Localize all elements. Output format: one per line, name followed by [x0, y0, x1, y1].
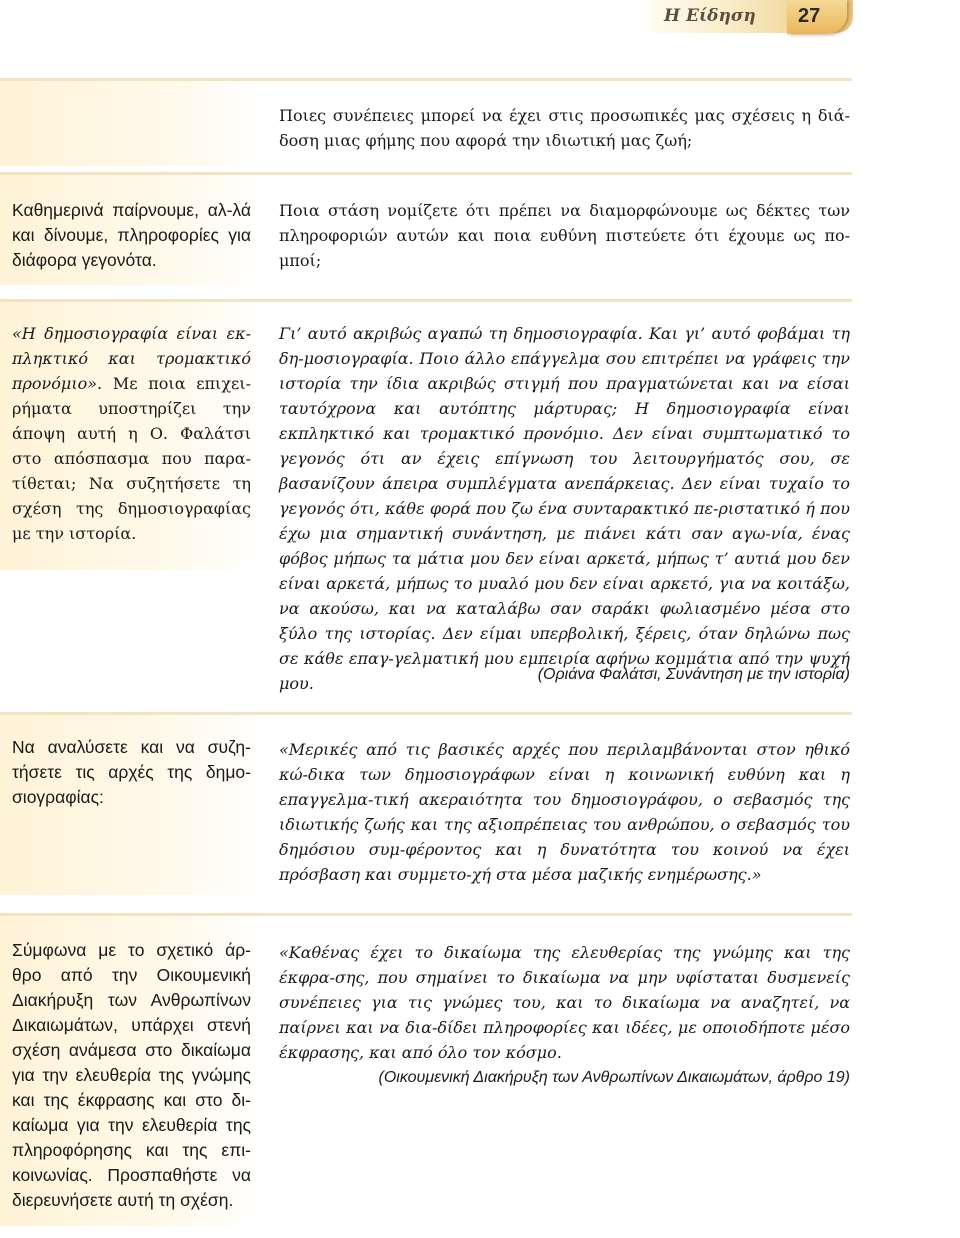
excerpt-citation: (Οικουμενική Διακήρυξη των Ανθρωπίνων Δικαιωμάτων, άρθρο 19)	[378, 1069, 850, 1086]
quoted-phrase: «Η δημοσιογραφία είναι εκ-πληκτικό και τρομακτικό προνόμιο».	[12, 324, 251, 393]
sidebar-panel	[0, 81, 262, 166]
sidebar-prompt	[12, 321, 251, 546]
excerpt-text: «Καθένας έχει το δικαίωμα της ελευθερίας της γνώμης και της έκφρα-σης, που σημαίνει το δικαίωμα να μην υφίσταται δυσμενείς συνέπειες για τις γνώμες του, και το δικαίωμα να αναζητεί, να παίρνει και να δια-δίδει πληροφορίες και ιδέες, με οποιοδήποτε μέσο έκφρασης, και από όλο τον κόσμο.	[279, 943, 850, 1062]
question-text: Ποιες συνέπειες μπορεί να έχει στις προσωπικές μας σχέσεις η διά-δοση μιας φήμης που αφορά την ιδιωτική μας ζωή;	[279, 106, 850, 150]
sidebar-prompt: Καθημερινά παίρνουμε, αλ-λά και δίνουμε, πληροφορίες για διάφορα γεγονότα.	[12, 200, 251, 270]
excerpt-citation: (Οριάνα Φαλάτσι, Συνάντηση με την ιστορία)	[537, 666, 850, 683]
excerpt-text: Γι’ αυτό ακριβώς αγαπώ τη δημοσιογραφία. Και γι’ αυτό φοβάμαι τη δη-μοσιογραφία. Ποιο άλλο επάγγελμα σου επιτρέπει να γράφεις την ιστορία την ίδια ακριβώς στιγμή που πραγματώνεται και να είσαι ταυτόχρονα και αυτόπτης μάρτυρας; Η δημοσιογραφία είναι εκπληκτικό και τρομακτικό προνόμιο. Δεν είναι συμπτωματικό το γεγονός ότι αν έχεις επίγνωση του λειτουργήματός σου, σε βασανίζουν άπειρα συμπλέγματα ανεπάρκειας. Δεν είναι τυχαίο το γεγονός ότι, κάθε φορά που ζω ένα συνταρακτικό πε-ριστατικό ή που έχω μια σημαντική συνάντηση, με πιάνει κάτι σαν αγω-νία, ένας φόβος μήπως τα μάτια μου δεν είναι αρκετά, μήπως τ’ αυτιά μου δεν είναι αρκετά, μήπως το μυαλό μου δεν είναι αρκετό, για να κοιτάξω, να ακούσω, και να καταλάβω σαν σαράκι φωλιασμένο μέσα στο ξύλο της ιστορίας. Δεν είμαι υπερβολική, ξέρεις, όταν δηλώνω πως σε κάθε επαγ-γελματική μου εμπειρία αφήνω κομμάτια από την ψυχή μου.	[279, 324, 850, 693]
question-text: Ποια στάση νομίζετε ότι πρέπει να διαμορφώνουμε ως δέκτες των πληροφοριών αυτών και ποια ευθύνη πιστεύετε ότι έχουμε ως πο-μποί;	[279, 201, 850, 270]
page-number: 27	[798, 5, 821, 27]
prompt-text: Με ποια επιχει-ρήματα υποστηρίζει την άποψη αυτή η Ο. Φαλάτσι στο απόσπασμα που παρα-τίθεται; Να συζητήσετε τη σχέση της δημοσιογραφίας με την ιστορία.	[12, 374, 251, 543]
excerpt-text: «Μερικές από τις βασικές αρχές που περιλαμβάνονται στον ηθικό κώ-δικα των δημοσιογράφων είναι η κοινωνική ευθύνη και η επαγγελμα-τική ακεραιότητα του δημοσιογράφου, ο σεβασμός της ιδιωτικής ζωής και της αξιοπρέπειας του ανθρώπου, ο σεβασμός του δημόσιου συμ-φέροντος και η δυνατότητα του κοινού να έχει πρόσβαση και συμμετο-χή στα μέσα μαζικής ενημέρωσης.»	[279, 740, 850, 884]
sidebar-prompt: Να αναλύσετε και να συζη-τήσετε τις αρχές της δημο-σιογραφίας:	[12, 737, 251, 807]
running-header-title: Η Είδηση	[664, 6, 756, 26]
sidebar-prompt: Σύμφωνα με το σχετικό άρ-θρο από την Οικουμενική Διακήρυξη των Ανθρωπίνων Δικαιωμάτων, υπάρχει στενή σχέση ανάμεσα στο δικαίωμα για την ελευθερία της γνώμης και της έκφρασης και στο δι-καίωμα για την ελευθερία της πληροφόρησης και της επι-κοινωνίας. Προσπαθήστε να διερευνήσετε αυτή τη σχέση.	[12, 940, 251, 1210]
